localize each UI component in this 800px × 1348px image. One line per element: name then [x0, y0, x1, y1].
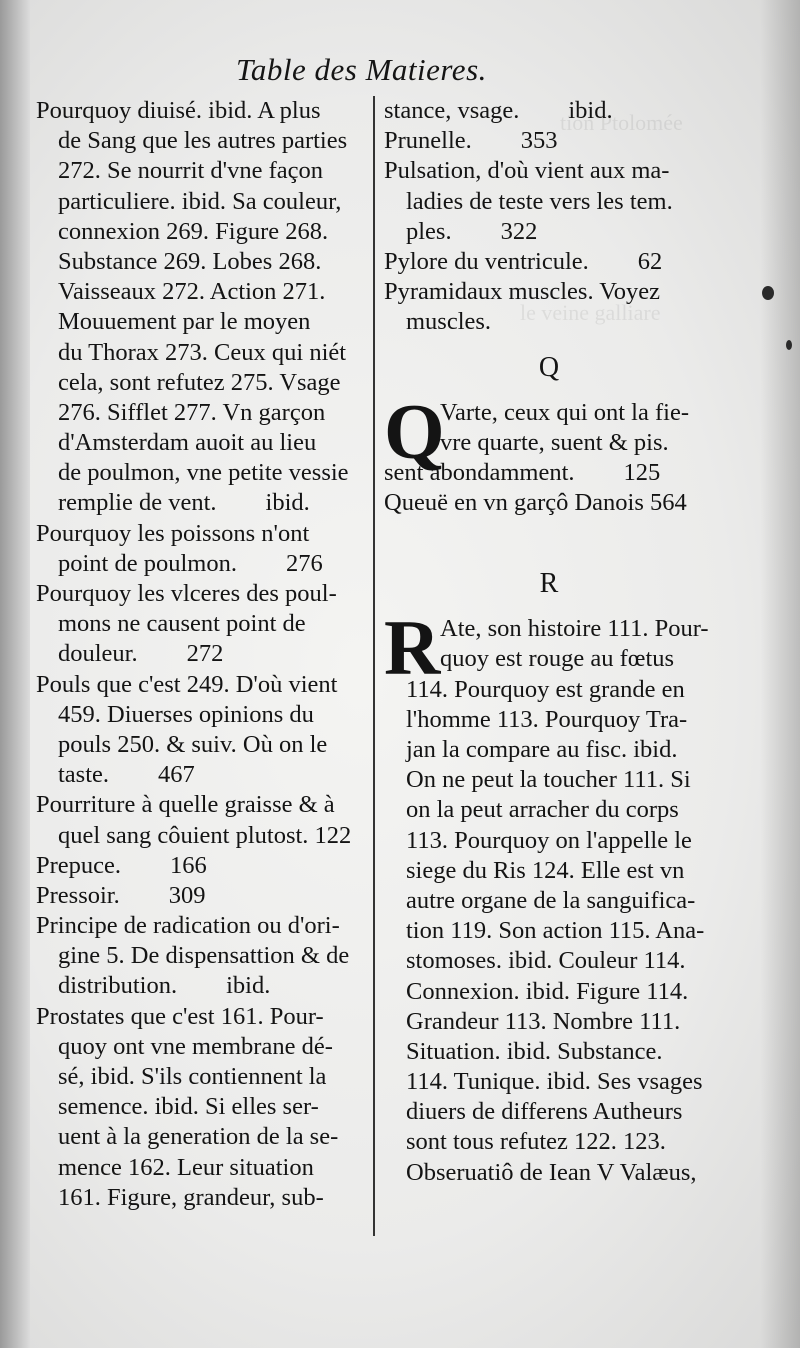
index-line: vre quarte, suent & pis. [440, 428, 669, 456]
index-line: sent abondamment. 125 [384, 458, 661, 486]
index-line: Pulsation, d'où vient aux ma- [384, 157, 670, 185]
index-line: siege du Ris 124. Elle est vn [406, 856, 685, 884]
index-line: ples. 322 [406, 217, 538, 245]
index-line: point de poulmon. 276 [58, 549, 323, 577]
ink-blot [762, 286, 774, 300]
index-line: 272. Se nourrit d'vne façon [58, 157, 324, 185]
index-line: Pourquoy les vlceres des poul- [36, 580, 337, 607]
index-line: 459. Diuerses opinions du [58, 700, 314, 728]
index-line: gine 5. De dispensattion & de [58, 942, 350, 970]
dropcap-q: Q [384, 387, 445, 475]
section-letter-r: R [539, 568, 559, 600]
column-rule [373, 96, 375, 1236]
index-line: Vaisseaux 272. Action 271. [58, 278, 326, 306]
index-line: Prepuce. 166 [36, 851, 207, 879]
index-line: Situation. ibid. Substance. [406, 1037, 663, 1065]
index-line: particuliere. ibid. Sa couleur, [58, 187, 342, 215]
index-line: Pourquoy les poissons n'ont [36, 519, 310, 547]
index-line: 114. Pourquoy est grande en [406, 675, 685, 703]
section-r-block [384, 604, 714, 1188]
index-line: taste. 467 [58, 761, 195, 789]
index-line: 161. Figure, grandeur, sub- [58, 1183, 324, 1211]
index-line: On ne peut la toucher 111. Si [406, 766, 691, 794]
index-line: Pourquoy diuisé. ibid. A plus [36, 97, 321, 124]
index-line: Pylore du ventricule. 62 [384, 247, 663, 275]
index-line: l'homme 113. Pourquoy Tra- [406, 705, 688, 733]
index-line: jan la compare au fisc. ibid. [406, 736, 678, 763]
index-line: sé, ibid. S'ils contiennent la [58, 1063, 327, 1090]
index-line: de poulmon, vne petite vessie [58, 459, 349, 487]
page-edge-shadow [760, 0, 800, 1348]
index-line: distribution. ibid. [58, 972, 271, 1000]
index-line: quel sang côuient plutost. 122 [58, 821, 352, 849]
index-line: tion 119. Son action 115. Ana- [406, 917, 705, 945]
index-line: quoy est rouge au fœtus [440, 645, 675, 673]
index-line: Ate, son histoire 111. Pour- [440, 615, 709, 643]
section-letter-q: Q [538, 351, 560, 383]
index-line: sont tous refutez 122. 123. [406, 1128, 666, 1156]
left-column [36, 96, 370, 1213]
index-line: stomoses. ibid. Couleur 114. [406, 947, 686, 975]
index-line: Substance 269. Lobes 268. [58, 247, 322, 275]
index-line: quoy ont vne membrane dé- [58, 1032, 333, 1060]
index-line: Pourriture à quelle graisse & à [36, 791, 335, 819]
index-line: autre organe de la sanguifica- [406, 886, 696, 914]
index-line: 114. Tunique. ibid. Ses vsages [406, 1068, 703, 1096]
running-head: Table des Matieres. [236, 52, 487, 87]
section-gap [384, 518, 714, 554]
index-line: ladies de teste vers les tem. [406, 187, 673, 215]
index-line: Pouls que c'est 249. D'où vient [36, 670, 338, 698]
index-line: on la peut arracher du corps [406, 796, 679, 824]
index-line: Connexion. ibid. Figure 114. [406, 977, 689, 1005]
index-line: semence. ibid. Si elles ser- [58, 1093, 319, 1121]
right-column [384, 96, 714, 1188]
index-line: diuers de differens Autheurs [406, 1098, 683, 1126]
index-line: Prunelle. 353 [384, 127, 558, 155]
index-line: remplie de vent. ibid. [58, 489, 310, 517]
index-line: 276. Sifflet 277. Vn garçon [58, 398, 326, 426]
index-line: Pyramidaux muscles. Voyez [384, 278, 661, 306]
index-line: Prostates que c'est 161. Pour- [36, 1002, 324, 1030]
index-line: 113. Pourquoy on l'appelle le [406, 826, 692, 854]
binding-shadow [0, 0, 30, 1348]
index-line: pouls 250. & suiv. Où on le [58, 730, 328, 758]
index-line: douleur. 272 [58, 640, 224, 668]
show-through-text: tion Ptolomée [560, 110, 683, 135]
index-line: Mouuement par le moyen [58, 308, 311, 336]
dropcap-r: R [384, 604, 441, 692]
index-line: d'Amsterdam auoit au lieu [58, 429, 317, 457]
index-line: Queuë en vn garçô Danois 564 [384, 489, 687, 517]
index-line: Pressoir. 309 [36, 881, 206, 909]
index-line: cela, sont refutez 275. Vsage [58, 368, 341, 396]
section-r-lines [384, 604, 714, 1188]
ink-blot [786, 340, 792, 350]
index-line: uent à la generation de la se- [58, 1123, 339, 1151]
index-line: du Thorax 273. Ceux qui niét [58, 338, 347, 366]
entries-p-continued [384, 96, 714, 338]
show-through-text: le veine galliare [520, 300, 661, 325]
index-line: mons ne causent point de [58, 610, 306, 638]
index-line: stance, vsage. ibid. [384, 97, 613, 124]
section-q-block [384, 387, 714, 519]
index-line: Principe de radication ou d'ori- [36, 912, 340, 940]
index-line: mence 162. Leur situation [58, 1153, 314, 1181]
index-line: Obseruatiô de Iean V Valæus, [406, 1158, 697, 1186]
index-line: de Sang que les autres parties [58, 127, 348, 155]
index-line: connexion 269. Figure 268. [58, 217, 329, 245]
index-line: Varte, ceux qui ont la fie- [440, 398, 689, 426]
index-line: muscles. [406, 308, 492, 336]
index-line: Grandeur 113. Nombre 111. [406, 1007, 681, 1035]
